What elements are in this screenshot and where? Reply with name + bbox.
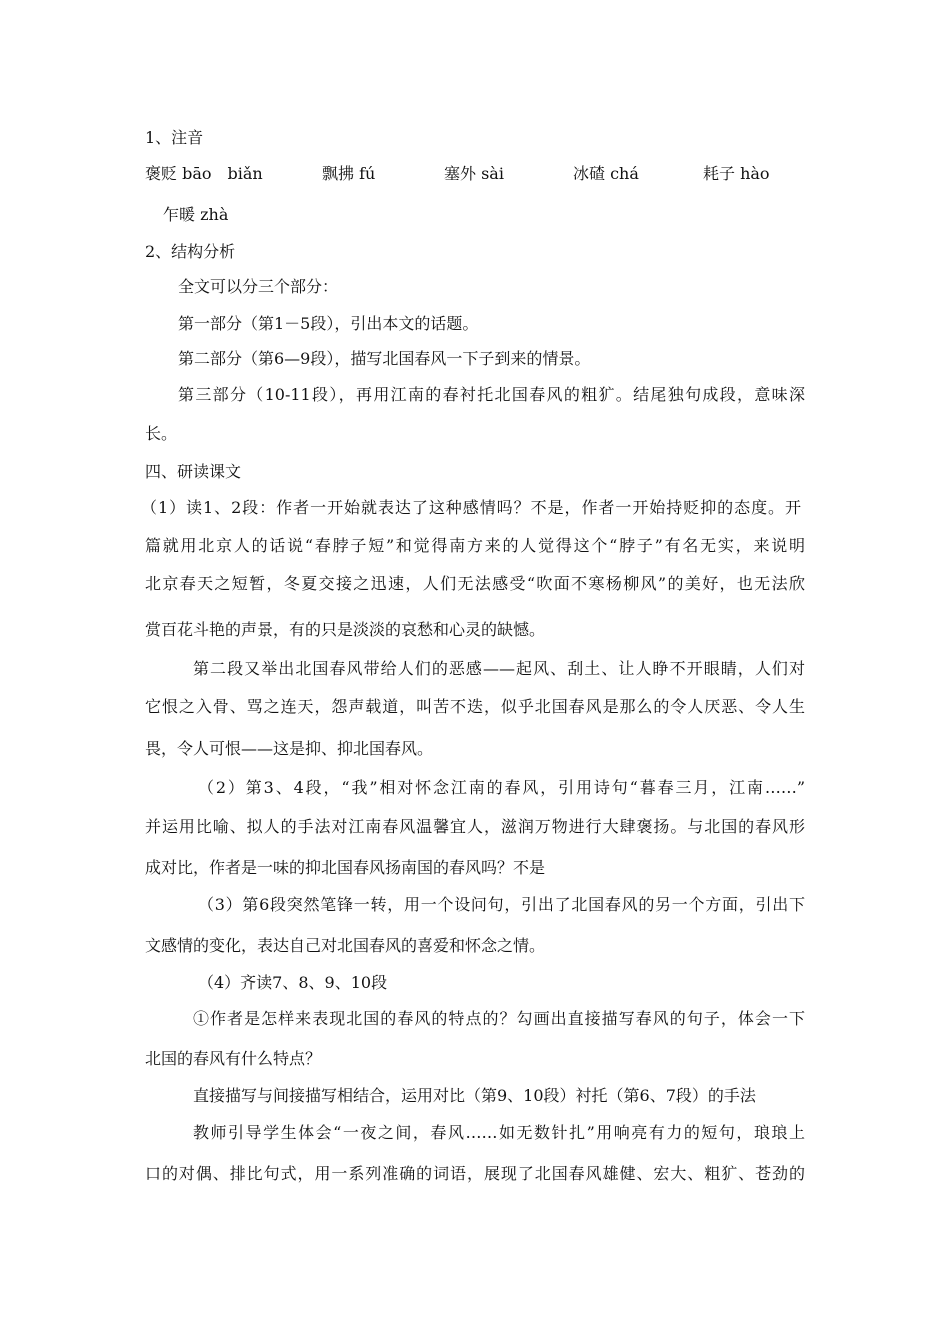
paragraph-line: 全文可以分三个部分：: [178, 277, 339, 296]
pinyin-item-5: 耗子 hào: [703, 164, 770, 183]
section-heading-2: 2、结构分析: [145, 242, 236, 261]
paragraph-line: （1）读1、2段：作者一开始就表达了这种感情吗？不是，作者一开始持贬抑的态度。开: [141, 498, 801, 517]
paragraph-line: 并运用比喻、拟人的手法对江南春风温馨宜人，滋润万物进行大肆褒扬。与北国的春风形: [145, 817, 805, 836]
pinyin-item-1: 褒贬 bāo biǎn: [145, 164, 263, 183]
paragraph-line: （3）第6段突然笔锋一转，用一个设问句，引出了北国春风的另一个方面，引出下: [198, 895, 805, 914]
paragraph-line: 北京春天之短暂，冬夏交接之迅速，人们无法感受“吹面不寒杨柳风”的美好，也无法欣: [145, 574, 805, 593]
paragraph-line: 北国的春风有什么特点？: [145, 1049, 322, 1068]
paragraph-line: 它恨之入骨、骂之连天，怨声载道，叫苦不迭，似乎北国春风是那么的令人厌恶、令人生: [145, 697, 805, 716]
paragraph-line: 成对比，作者是一味的抑北国春风扬南国的春风吗？不是: [145, 858, 546, 877]
section-heading-4: 四、研读课文: [145, 462, 242, 481]
paragraph-line: 教师引导学生体会“一夜之间，春风……如无数针扎”用响亮有力的短句，琅琅上: [193, 1123, 805, 1142]
section-heading-1: 1、注音: [145, 128, 204, 147]
paragraph-line: 文感情的变化，表达自己对北国春风的喜爱和怀念之情。: [145, 936, 546, 955]
paragraph-line: 口的对偶、排比句式，用一系列准确的词语，展现了北国春风雄健、宏大、粗犷、苍劲的: [145, 1164, 805, 1183]
paragraph-line: 直接描写与间接描写相结合，运用对比（第9、10段）衬托（第6、7段）的手法: [193, 1086, 756, 1105]
pinyin-item-4: 冰碴 chá: [573, 164, 639, 183]
pinyin-item-3: 塞外 sài: [444, 164, 504, 183]
paragraph-line: ①作者是怎样来表现北国的春风的特点的？勾画出直接描写春风的句子，体会一下: [193, 1009, 805, 1028]
paragraph-line: 畏，令人可恨——这是抑、抑北国春风。: [145, 739, 434, 758]
paragraph-line: 第一部分（第1－5段），引出本文的话题。: [178, 314, 479, 333]
paragraph-line: （4）齐读7、8、9、10段: [198, 973, 388, 992]
paragraph-line: 赏百花斗艳的声景，有的只是淡淡的哀愁和心灵的缺憾。: [145, 620, 546, 639]
paragraph-line: 第三部分（10-11段），再用江南的春衬托北国春风的粗犷。结尾独句成段，意味深: [178, 385, 805, 404]
paragraph-line: 第二段又举出北国春风带给人们的恶感——起风、刮土、让人睁不开眼睛，人们对: [193, 659, 805, 678]
pinyin-item-2: 飘拂 fú: [322, 164, 376, 183]
pinyin-item-6: 乍暖 zhà: [163, 205, 229, 224]
paragraph-line: 第二部分（第6—9段），描写北国春风一下子到来的情景。: [178, 349, 591, 368]
paragraph-line: 篇就用北京人的话说“春脖子短”和觉得南方来的人觉得这个“脖子”有名无实，来说明: [145, 536, 805, 555]
paragraph-line: 长。: [145, 424, 178, 443]
paragraph-line: （2）第3、4段，“我”相对怀念江南的春风，引用诗句“暮春三月，江南……”: [198, 778, 805, 797]
